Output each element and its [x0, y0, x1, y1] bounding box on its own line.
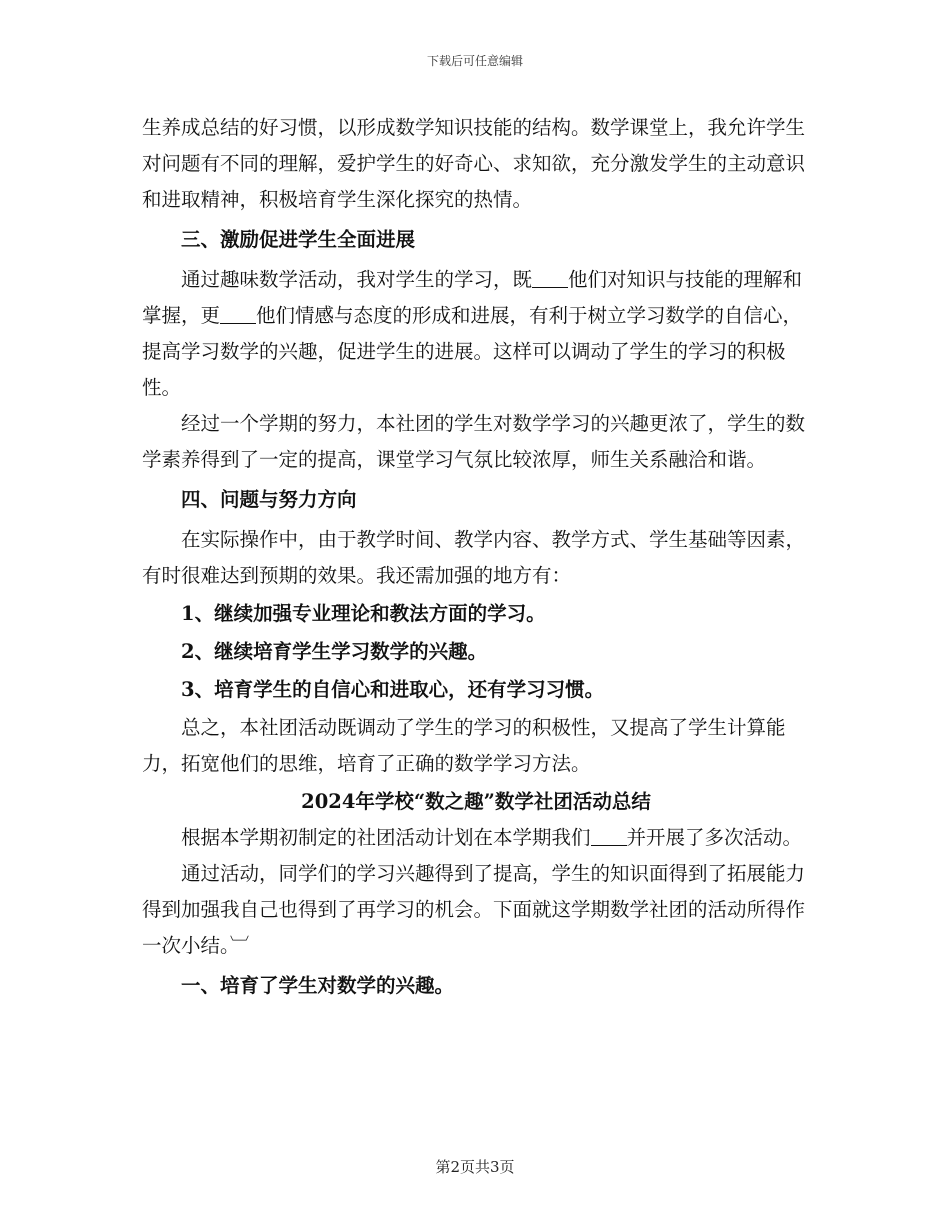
page-footer: 第2页共3页: [435, 1158, 515, 1176]
page-header: 下载后可任意编辑: [426, 54, 523, 68]
paragraph-results: 经过一个学期的努力，本社团的学生对数学学习的兴趣更浓了，学生的数学素养得到了一定的提高，课堂学习气氛比较浓厚，师生关系融洽和谐。: [142, 412, 806, 471]
paragraph-continued: 生养成总结的好习惯，以形成数学知识技能的结构。数学课堂上，我允许学生对问题有不同的理解，爱护学生的好奇心、求知欲，充分激发学生的主动意识和进取精神，积极培育学生深化探究的热情。: [142, 116, 806, 211]
list-item-3: 3、培育学生的自信心和进取心，还有学习习惯。: [181, 678, 605, 701]
paragraph-issues: 在实际操作中，由于教学时间、教学内容、教学方式、学生基础等因素，有时很难达到预期的效果。我还需加强的地方有：: [142, 528, 806, 587]
paragraph-motivation: 通过趣味数学活动，我对学生的学习，既 他们对知识与技能的理解和掌握，更 他们情感与态度的形成和进展，有利于树立学习数学的自信心，提高学习数学的兴趣，促进学生的进展。这样可以调动了学生的学习的积极性。: [142, 268, 803, 399]
section-heading-4: 四、问题与努力方向: [181, 488, 357, 511]
list-item-2: 2、继续培育学生学习数学的兴趣。: [181, 640, 488, 663]
paragraph-summary: 总之，本社团活动既调动了学生的学习的积极性，又提高了学生计算能力，拓宽他们的思维，培育了正确的数学学习方法。: [142, 716, 786, 775]
blank-line: [220, 304, 256, 325]
document-body: [142, 110, 810, 1008]
blank-line: [532, 268, 568, 289]
list-item-1: 1、继续加强专业理论和教法方面的学习。: [181, 602, 546, 625]
paragraph-plan: 根据本学期初制定的社团活动计划在本学期我们 并开展了多次活动。: [181, 826, 803, 849]
blank-line: [591, 826, 627, 847]
paragraph-outcome: 通过活动，同学们的学习兴趣得到了提高，学生的知识面得到了拓展能力得到加强我自己也得到了再学习的机会。下面就这学期数学社团的活动所得作一次小结。︺: [142, 862, 806, 957]
section-heading-3: 三、激励促进学生全面进展: [181, 228, 416, 251]
section-heading-1: 一、培育了学生对数学的兴趣。: [181, 974, 455, 997]
document-title: 2024年学校“数之趣”数学社团活动总结: [301, 790, 651, 813]
